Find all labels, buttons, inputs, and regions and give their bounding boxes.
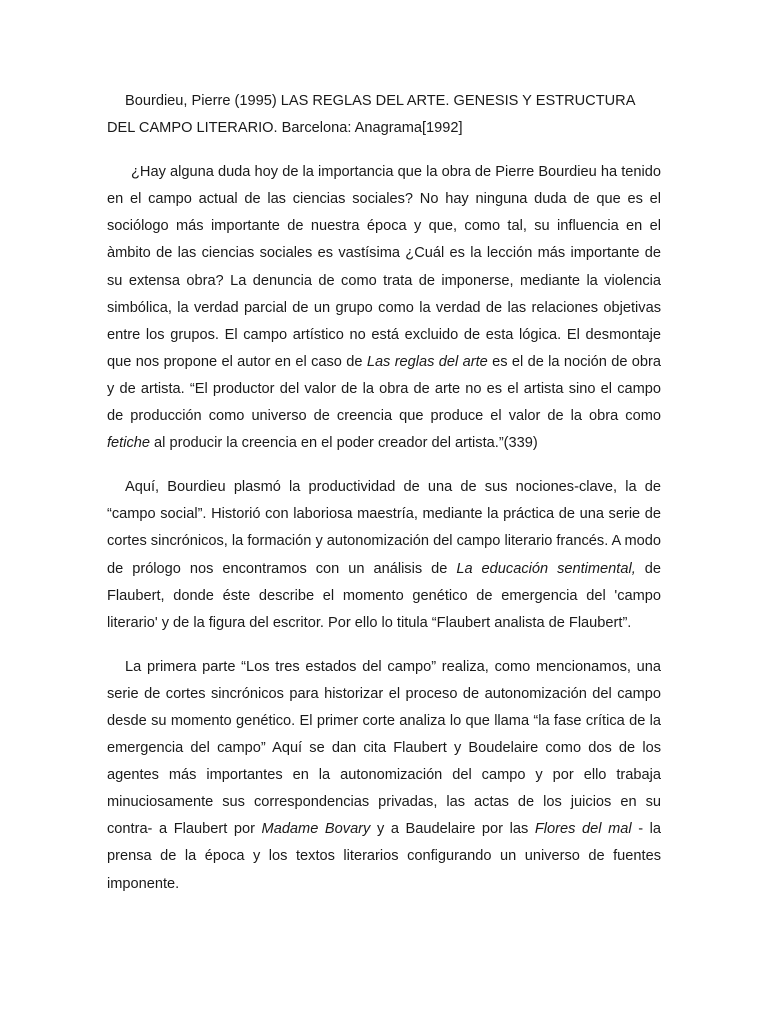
paragraph-2-title-educacion: La educación sentimental,	[456, 560, 636, 577]
paragraph-3	[107, 654, 661, 898]
paragraph-3-title-bovary: Madame Bovary	[261, 821, 371, 838]
paragraph-1	[107, 159, 661, 457]
paragraph-2-text-b: de Flaubert, donde éste describe el momento genético de emergencia del 'campo literario' y de la figura del escritor. Por ello lo titula “Flaubert analista de Flaubert”.	[107, 560, 661, 631]
paragraph-1-text-a: ¿Hay alguna duda hoy de la importancia que la obra de Pierre Bourdieu ha tenido en el campo actual de las ciencias sociales? No hay ninguna duda de que es el sociólogo más importante de nuestra época y que, como tal, su influencia en el àmbito de las ciencias sociales es vastísima ¿Cuál es la lección más importante de su extensa obra? La denuncia de como trata de imponerse, mediante la violencia simbólica, la verdad parcial de un grupo como la verdad de las relaciones objetivas entre los grupos. El campo artístico no está excluido de esta lógica. El desmontaje que nos propone el autor en el caso de	[107, 164, 661, 370]
document-page	[107, 88, 661, 898]
paragraph-1-title-reglas: Las reglas del arte	[366, 353, 488, 370]
citation-heading: Bourdieu, Pierre (1995) LAS REGLAS DEL ARTE. GENESIS Y ESTRUCTURA DEL CAMPO LITERARIO. Barcelona: Anagrama[1992]	[107, 93, 635, 137]
paragraph-3-title-flores: Flores del mal	[534, 821, 632, 838]
paragraph-2	[107, 474, 661, 637]
paragraph-1-term-fetiche: fetiche	[107, 435, 150, 452]
paragraph-3-text-c: - la prensa de la época y los textos literarios configurando un universo de fuentes imponente.	[107, 821, 662, 892]
paragraph-2-text-a: Aquí, Bourdieu plasmó la productividad de una de sus nociones-clave, la de “campo social”. Historió con laboriosa maestría, mediante la práctica de una serie de cortes sincrónicos, la formación y autonomización del campo literario francés. A modo de prólogo nos encontramos con un análisis de	[107, 479, 662, 577]
paragraph-3-text-a: La primera parte “Los tres estados del campo” realiza, como mencionamos, una serie de cortes sincrónicos para historizar el proceso de autonomización del campo desde su momento genético. El primer corte analiza lo que llama “la fase crítica de la emergencia del campo” Aquí se dan cita Flaubert y Boudelaire como dos de los agentes más importantes en la autonomización del campo y por ello trabaja minuciosamente sus correspondencias privadas, las actas de los juicios en su contra- a Flaubert por	[107, 658, 661, 838]
paragraph-3-text-b: y a Baudelaire por las	[370, 821, 535, 838]
paragraph-1-text-b: es el de la noción de obra y de artista. “El productor del valor de la obra de arte no es el artista sino el campo de producción como universo de creencia que produce el valor de la obra como	[107, 353, 661, 425]
paragraph-1-text-c: al producir la creencia en el poder creador del artista.”(339)	[150, 435, 538, 452]
